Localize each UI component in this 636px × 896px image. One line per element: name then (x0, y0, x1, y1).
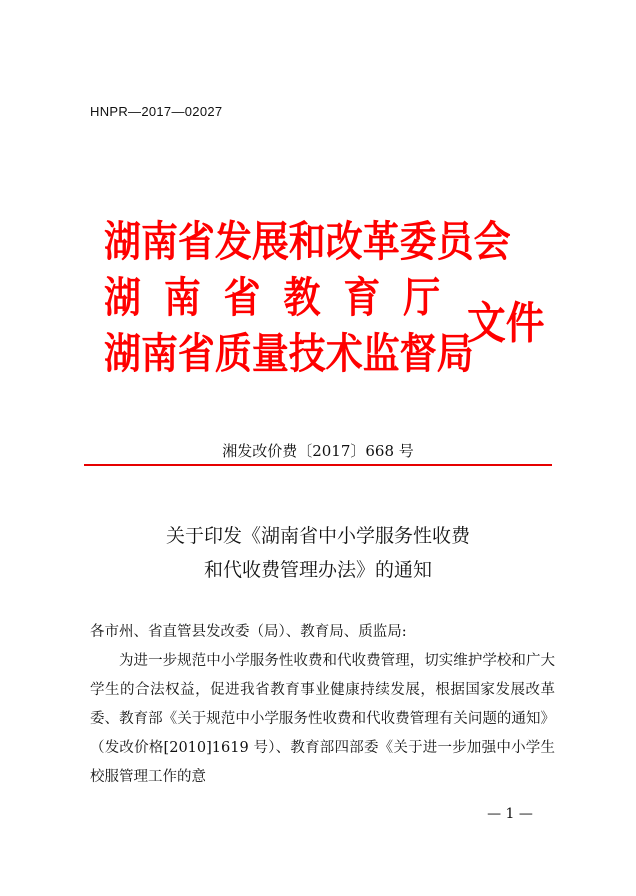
body-paragraph: 为进一步规范中小学服务性收费和代收费管理，切实维护学校和广大学生的合法权益，促进我省教育事业健康持续发展，根据国家发展改革委、教育部《关于规范中小学服务性收费和代收费管理有关问题的通知》（发改价格[2010]1619 号）、教育部四部委《关于进一步加强中小学生校服管理工作的意 (90, 653, 555, 785)
document-number: 湘发改价费〔2017〕668 号 (222, 442, 414, 460)
title-line-2: 和代收费管理办法》的通知 (203, 559, 432, 581)
salutation: 各市州、省直管县发改委（局）、教育局、质监局: (90, 624, 407, 640)
issuer-development-reform-commission: 湖南省发展和改革委员会 (104, 217, 511, 266)
document-body (90, 618, 555, 792)
red-divider (84, 464, 552, 466)
header-suffix: 文件 (467, 298, 545, 349)
page-number: — 1 — (487, 806, 533, 822)
title-line-1: 关于印发《湖南省中小学服务性收费 (165, 525, 470, 547)
document-title (0, 519, 636, 587)
document-code: HNPR—2017—02027 (90, 104, 223, 119)
issuer-education-department: 湖南省教育厅 (104, 273, 464, 322)
issuer-quality-supervision-bureau: 湖南省质量技术监督局 (104, 329, 474, 378)
